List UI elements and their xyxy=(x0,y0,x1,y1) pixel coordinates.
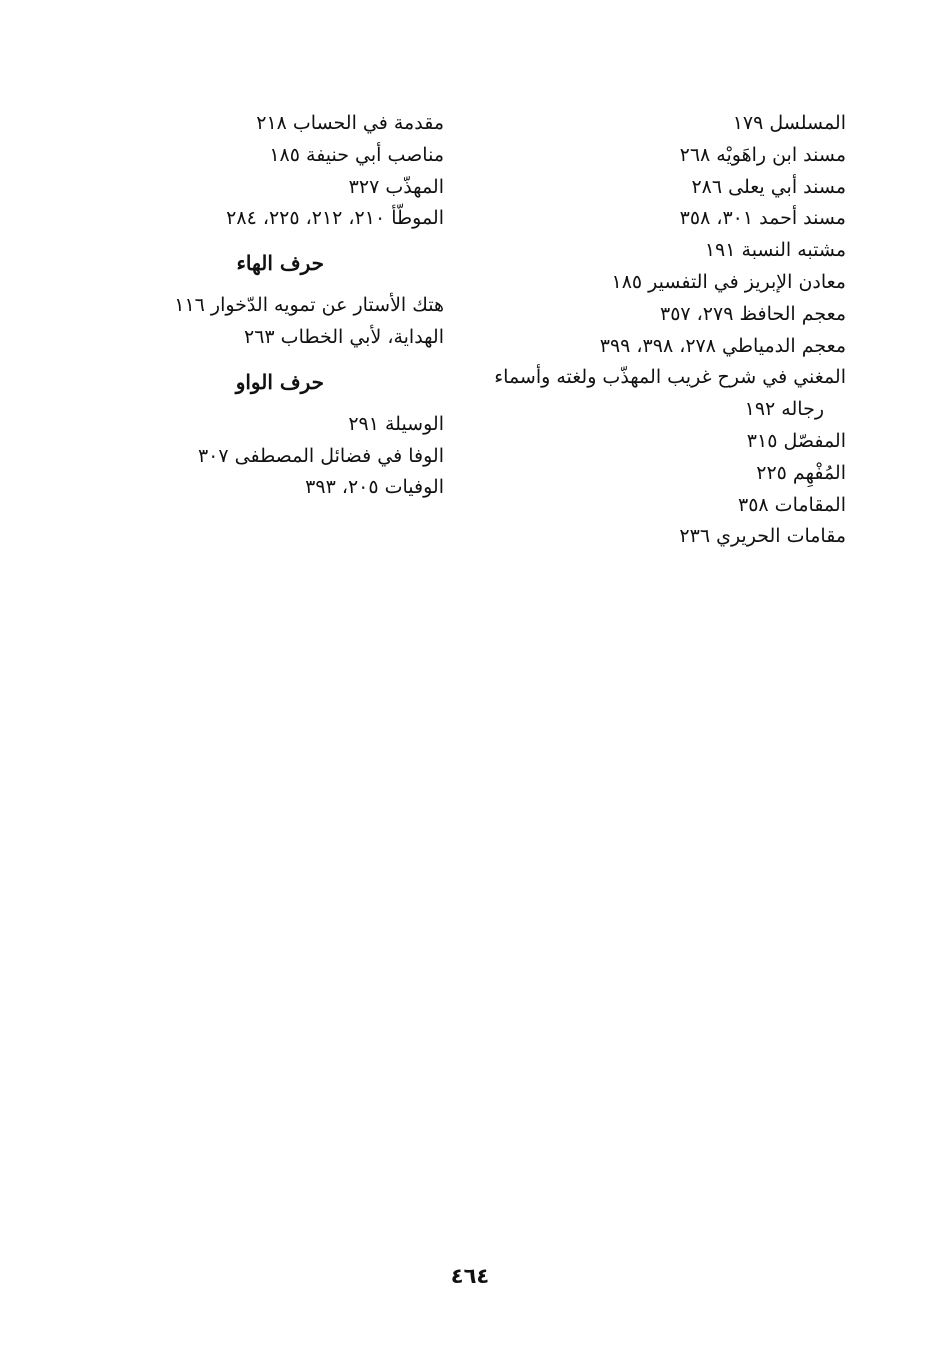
index-entry: المقامات ٣٥٨ xyxy=(738,493,846,516)
page-number: ٤٦٤ xyxy=(450,1264,490,1288)
index-entry: هتك الأستار عن تمويه الدّخوار ١١٦ xyxy=(174,294,444,317)
index-entry: مناصب أبي حنيفة ١٨٥ xyxy=(269,143,444,166)
index-entry: الوسيلة ٢٩١ xyxy=(348,412,444,435)
index-entry: المُفْهِم ٢٢٥ xyxy=(756,461,846,484)
index-entry: المفصّل ٣١٥ xyxy=(746,429,846,452)
index-entry: معادن الإبريز في التفسير ١٨٥ xyxy=(611,270,846,293)
index-entry: مشتبه النسبة ١٩١ xyxy=(704,239,846,262)
index-entry: الوفا في فضائل المصطفى ٣٠٧ xyxy=(197,444,444,467)
index-entry: مقامات الحريري ٢٣٦ xyxy=(679,525,846,548)
section-heading-ha: حرف الهاء xyxy=(236,251,324,276)
section-heading-waw: حرف الواو xyxy=(235,369,324,394)
index-entry: مسند أبي يعلى ٢٨٦ xyxy=(691,175,846,198)
index-entry: الوفيات ٢٠٥، ٣٩٣ xyxy=(305,476,444,499)
index-entry: مسند ابن راهَويْه ٢٦٨ xyxy=(679,143,846,166)
index-entry: المسلسل ١٧٩ xyxy=(732,112,846,134)
index-entry: الهداية، لأبي الخطاب ٢٦٣ xyxy=(244,325,444,348)
index-entry: مسند أحمد ٣٠١، ٣٥٨ xyxy=(679,207,846,230)
index-entry: المهذّب ٣٢٧ xyxy=(348,175,444,198)
index-entry: معجم الدمياطي ٢٧٨، ٣٩٨، ٣٩٩ xyxy=(599,334,846,357)
index-entry: مقدمة في الحساب ٢١٨ xyxy=(256,112,444,134)
index-entry-continuation: رجاله ١٩٢ xyxy=(744,398,824,421)
index-column-right xyxy=(486,108,846,553)
index-entry: معجم الحافظ ٢٧٩، ٣٥٧ xyxy=(660,302,846,325)
index-entry: المغني في شرح غريب المهذّب ولغته وأسماء رجاله ١٩٢ xyxy=(486,362,846,426)
index-column-left xyxy=(144,108,444,504)
index-entry: الموطّأ ٢١٠، ٢١٢، ٢٢٥، ٢٨٤ xyxy=(226,207,444,230)
